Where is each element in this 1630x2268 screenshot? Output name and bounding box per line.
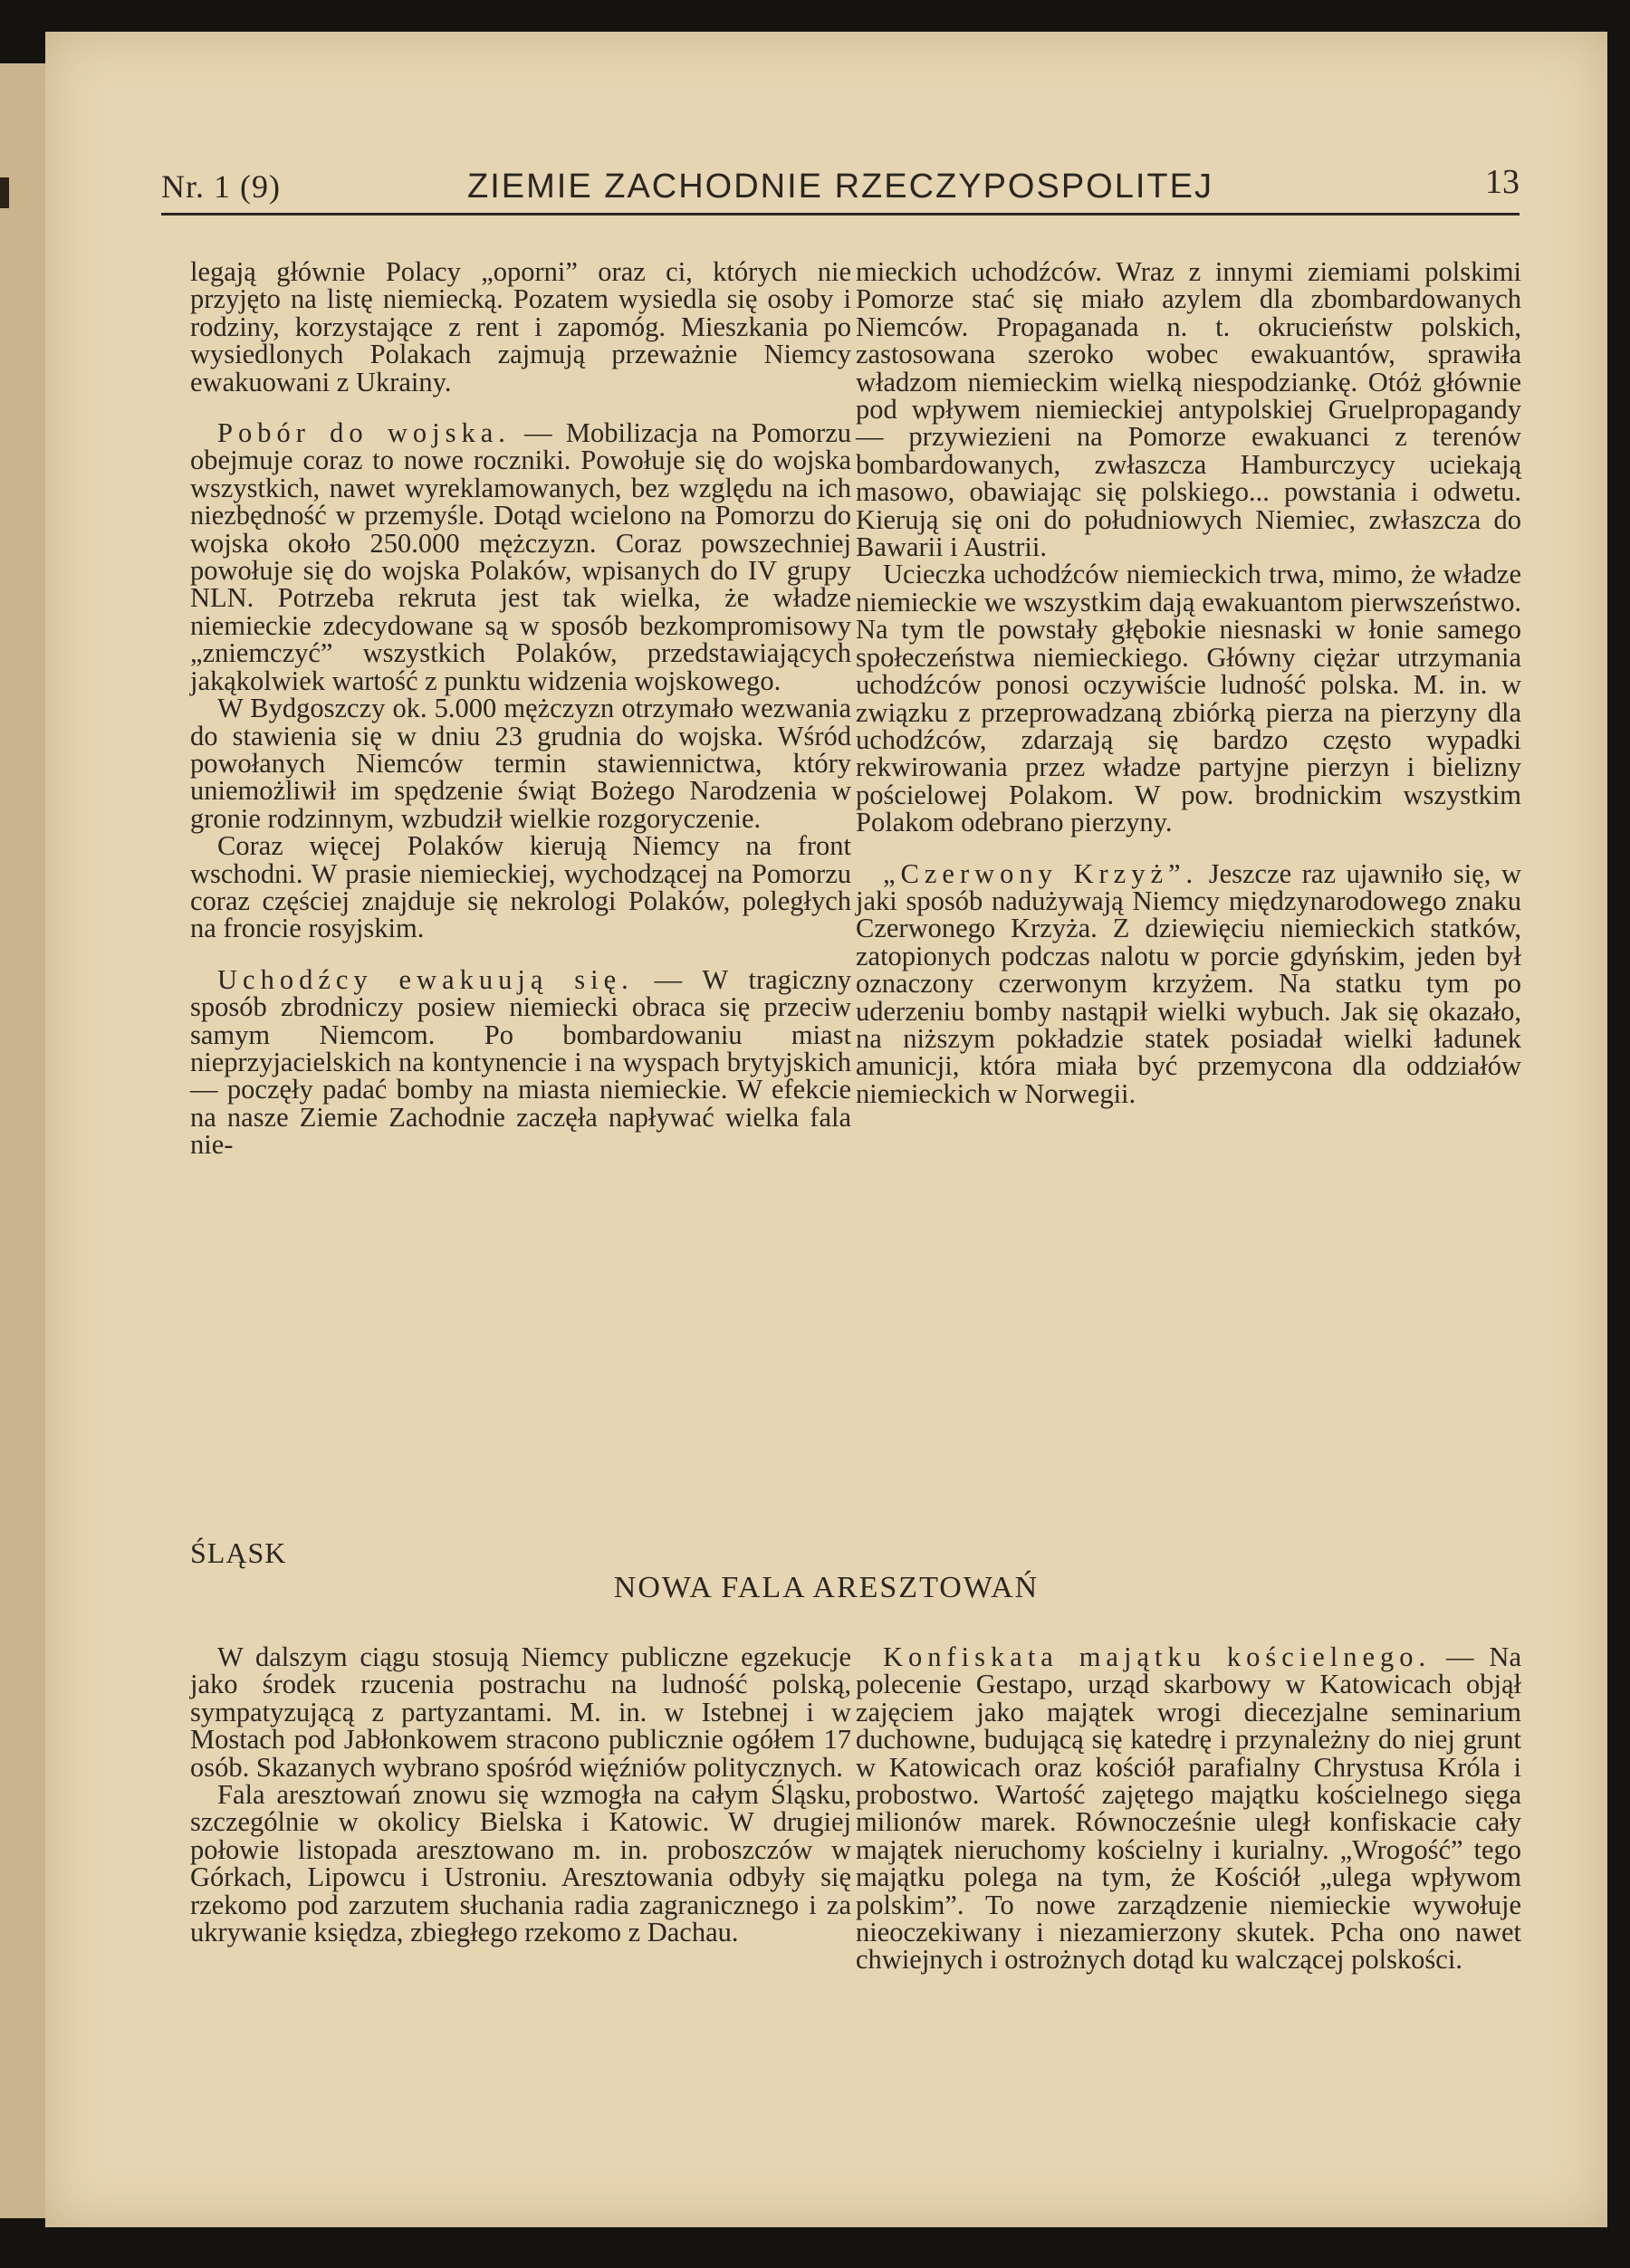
header-rule — [161, 213, 1520, 215]
column-top-right — [856, 258, 1521, 1107]
paragraph-wysiedlenia: legają głównie Polacy „oporni” oraz ci, których nie przyjęto na listę niemiecką. Pozatem wysiedla się osoby i rodziny, korzystające z rent i zapomóg. Mieszkania po wysiedlonych Polakach zajmują przeważnie Niemcy ewakuowani z Ukrainy. — [190, 256, 851, 397]
paragraph-ucieczka: Ucieczka uchodźców niemieckich trwa, mimo, że władze niemieckie we wszystkim dają ewakuantom pierwszeństwo. Na tym tle powstały głębokie niesnaski w łonie samego społeczeństwa niemieckiego. Główny ciężar utrzymania uchodźców ponosi oczywiście ludność polska. M. in. w związku z przeprowadzaną zbiórką pierza na pierzyny dla uchodźców, zdarzają się bardzo często wypadki rekwirowania przez władze partyjne pierzyn i bielizny pościelowej Polakom. W pow. brodnickim wszystkim Polakom odebrano pierzyny. — [856, 559, 1521, 838]
paragraph-pobor: — Mobilizacja na Pomorzu obejmuje coraz to nowe roczniki. Powołuje się do wojska wszystkich, nawet wyreklamowanych, bez względu na ich niezbędność w przemyśle. Dotąd wcielono na Pomorzu do wojska około 250.000 mężczyzn. Coraz powszechniej powołuje się do wojska Polaków, wpisanych do IV grupy NLN. Potrzeba rekruta jest tak wielka, że władze niemieckie zdecydowane są w sposób bezkompromisowy „zniemczyć” wszystkich Polaków, przedstawiających jakąkolwiek wartość z punktu widzenia wojskowego. — [190, 417, 851, 696]
section-czerwony-krzyz — [856, 857, 1521, 1109]
paragraph-aresztowania: Fala aresztowań znowu się wzmogła na całym Śląsku, szczególnie w okolicy Bielska i Katowic. W drugiej połowie listopada aresztowano m. in. proboszczów w Górkach, Lipowcu i Ustroniu. Aresztowania odbyły się rzekomo pod zarzutem słuchania radia zagranicznego i za ukrywanie księdza, zbiegłego rzekomo z Dachau. — [190, 1779, 851, 1948]
section-pobor — [190, 419, 851, 694]
paragraph-czerwony-krzyz: Jeszcze raz ujawniło się, w jaki sposób nadużywają Niemcy międzynarodowego znaku Czerwonego Krzyża. Z dziewięciu niemieckich statków, zatopionych podczas nalotu w porcie gdyńskim, jeden był oznaczony czerwonym krzyżem. Na statku tym po uderzeniu bomby nastąpił wielki wybuch. Jak się okazało, na niższym pokładzie statek posiadał wielki ładunek amunicji, która miała być przemycona dla oddziałów niemieckich w Norwegii. — [856, 857, 1521, 1109]
section-konfiskata — [856, 1643, 1521, 1974]
section-heading-pobor: Pobór do wojska. — [217, 417, 511, 449]
paragraph-uchodzcy-cont: mieckich uchodźców. Wraz z innymi ziemiami polskimi Pomorze stać się miało azylem dla zbombardowanych Niemców. Propaganada n. t. okrucieństw polskich, zastosowana szeroko wobec ewakuantów, sprawiła władzom niemieckim wielką niespodziankę. Otóż głównie pod wpływem niemieckiej antypolskiej Gruelpropagandy — przywiezieni na Pomorze ewakuanci z terenów bombardowanych, zwłaszcza Hamburczycy uciekają masowo, obawiając się polskiego... powstania i odwetu. Kierują się oni do południowych Niemiec, zwłaszcza do Bawarii i Austrii. — [856, 256, 1521, 563]
section-heading-czerwony-krzyz: „Czerwony Krzyż”. — [883, 857, 1199, 889]
previous-page-mark — [0, 177, 9, 208]
paragraph-egzekucje: W dalszym ciągu stosują Niemcy publiczne egzekucje jako środek rzucenia postrachu na ludność polską, sympatyzującą z partyzantami. M. in. w Istebnej i w Mostach pod Jabłonkowem stracono publicznie ogółem 17 osób. Skazanych wybrano spośród więźniów politycznych. — [190, 1641, 851, 1783]
journal-title: ZIEMIE ZACHODNIE RZECZYPOSPOLITEJ — [467, 167, 1213, 206]
section-heading-konfiskata: Konfiskata majątku kościelnego. — [883, 1641, 1432, 1672]
column-bottom-left — [190, 1643, 851, 1946]
column-bottom-right — [856, 1643, 1521, 1974]
column-top-left — [190, 258, 851, 1159]
paragraph-front-wschodni: Coraz więcej Polaków kierują Niemcy na front wschodni. W prasie niemieckiej, wychodzącej na Pomorzu coraz częściej znajduje się nekrologi Polaków, poległych na froncie rosyjskim. — [190, 830, 851, 944]
paragraph-konfiskata: — Na polecenie Gestapo, urząd skarbowy w Katowicach objął zajęciem jako majątek wrogi diecezjalne seminarium duchowne, budującą się katedrę i przynależny do niej grunt w Katowicach oraz kościół parafialny Chrystusa Króla i probostwo. Wartość zajętego majątku kościelnego sięga milionów marek. Równocześnie uległ konfiskacie cały majątek nieruchomy kościelny i kurialny. „Wrogość” tego majątku polega na tym, że Kościół „ulega wpływom polskim”. To nowe zarządzenie niemieckie wywołuje nieoczekiwany i niezamierzony skutek. Pcha ono nawet chwiejnych i ostrożnych dotąd ku walczącej polskości. — [856, 1641, 1521, 1976]
newspaper-page — [45, 32, 1607, 2227]
page-header — [161, 163, 1520, 211]
paragraph-uchodzcy: — W tragiczny sposób zbrodniczy posiew niemiecki obraca się przeciw samym Niemcom. Po bombardowaniu miast nieprzyjacielskich na kontynencie i na wyspach brytyjskich — poczęły padać bomby na miasta niemieckie. W efekcie na nasze Ziemie Zachodnie zaczęła napływać wielka fala nie- — [190, 963, 851, 1161]
section-uchodzcy — [190, 963, 851, 1161]
page-number: 13 — [1485, 163, 1520, 201]
region-heading: ŚLĄSK — [190, 1536, 287, 1569]
section-heading-uchodzcy: Uchodźcy ewakuują się. — [217, 963, 634, 995]
paragraph-bydgoszcz: W Bydgoszczy ok. 5.000 mężczyzn otrzymało wezwania do stawienia się w dniu 23 grudnia do wojska. Wśród powołanych Niemców termin stawiennictwa, który uniemożliwił im spędzenie świąt Bożego Narodzenia w gronie rodzinnym, wzbudził wielkie rozgoryczenie. — [190, 693, 851, 834]
article-title: NOWA FALA ARESZTOWAŃ — [613, 1571, 1040, 1604]
issue-number: Nr. 1 (9) — [161, 168, 281, 205]
